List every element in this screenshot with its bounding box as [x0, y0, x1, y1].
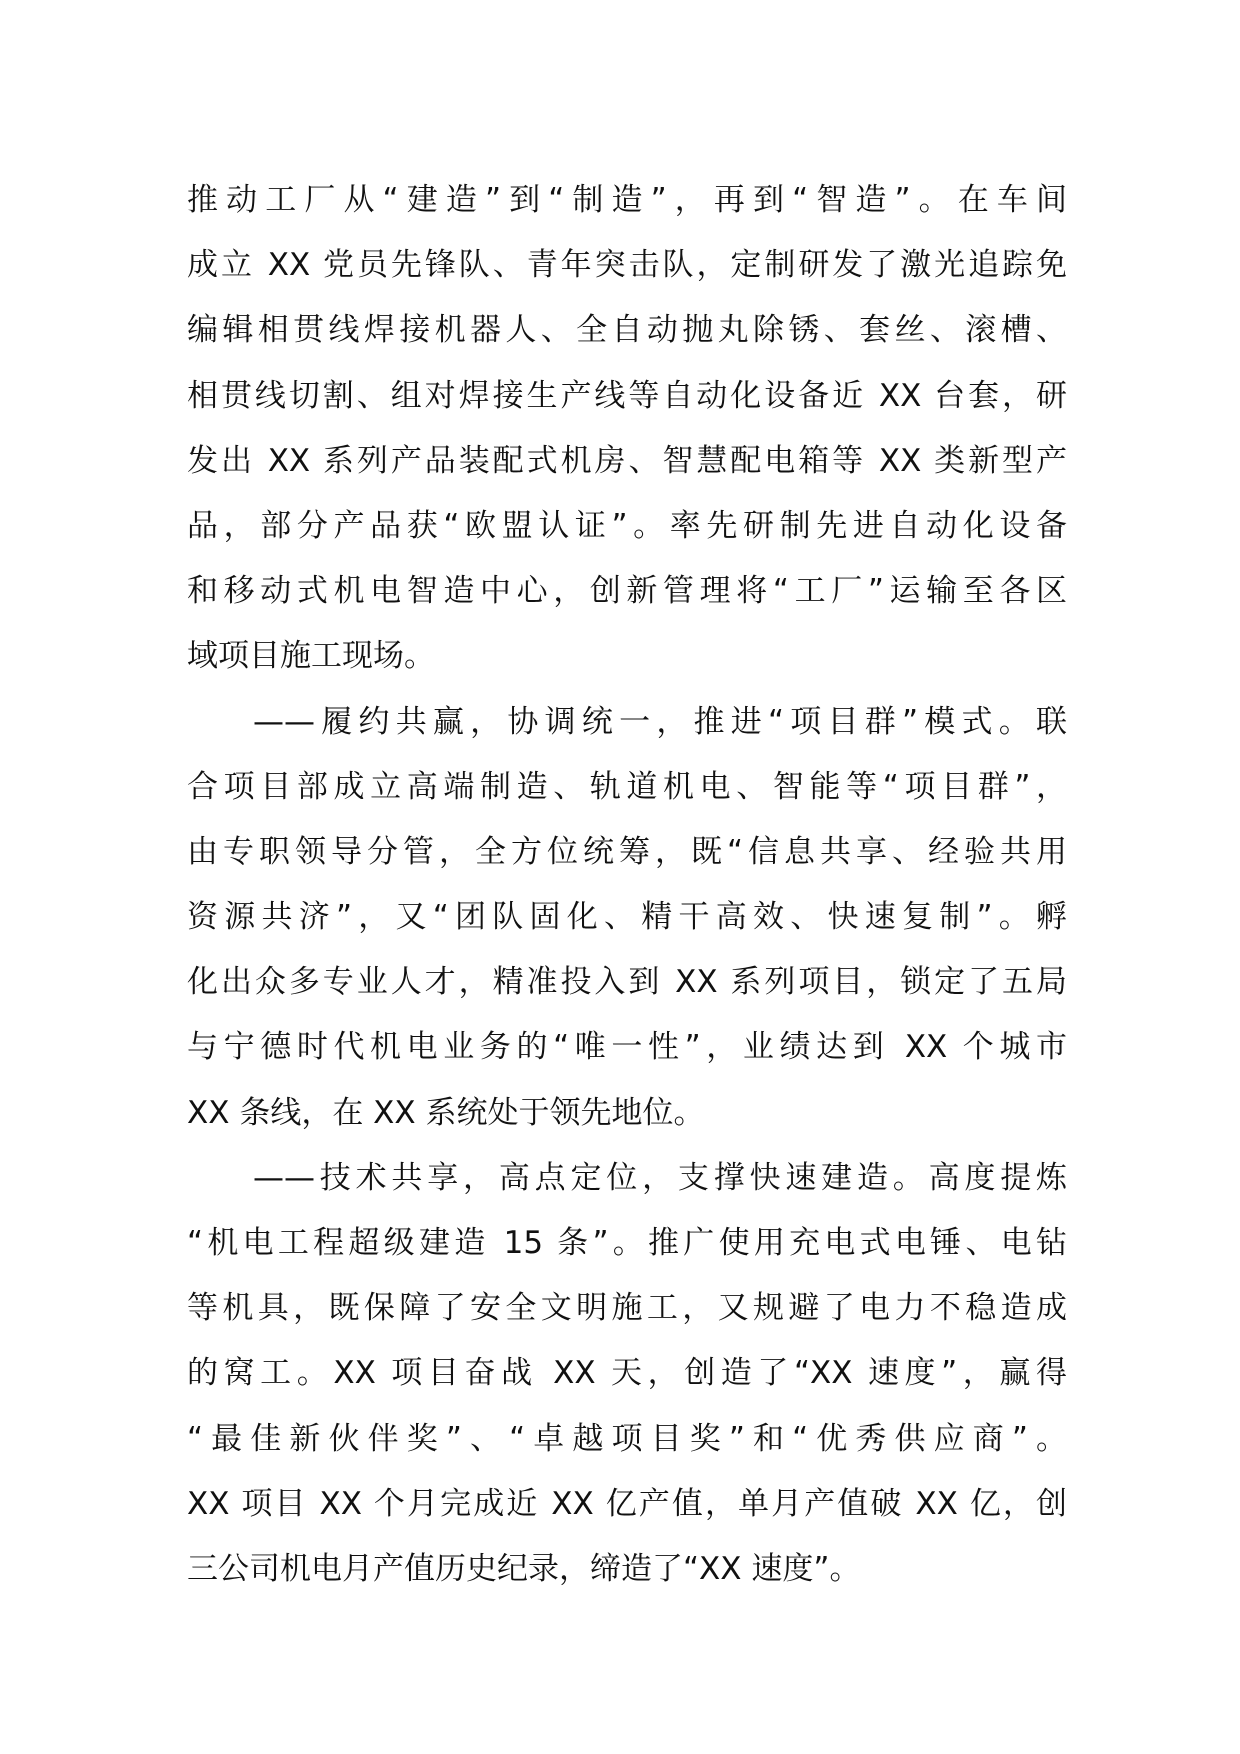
- text-line: ——履约共赢，协调统一，推进“项目群”模式。联: [253, 703, 1067, 740]
- paragraph-3: [187, 1146, 1067, 1602]
- text-line: 相贯线切割、组对焊接生产线等自动化设备近 XX 台套，研: [187, 377, 1067, 414]
- text-line: 编辑相贯线焊接机器人、全自动抛丸除锈、套丝、滚槽、: [187, 312, 1067, 349]
- text-line: 由专职领导分管，全方位统筹，既“信息共享、经验共用: [187, 833, 1067, 870]
- document-body: [187, 168, 1067, 1602]
- text-line: XX 条线，在 XX 系统处于领先地位。: [187, 1094, 705, 1131]
- text-line: 化出众多专业人才，精准投入到 XX 系列项目，锁定了五局: [187, 964, 1067, 1001]
- text-line: “最佳新伙伴奖”、“卓越项目奖”和“优秀供应商”。: [187, 1420, 1067, 1457]
- text-line: 推动工厂从“建造”到“制造”，再到“智造”。在车间: [187, 182, 1067, 218]
- text-line: 与宁德时代机电业务的“唯一性”，业绩达到 XX 个城市: [187, 1029, 1067, 1066]
- text-line: 发出 XX 系列产品装配式机房、智慧配电箱等 XX 类新型产: [187, 442, 1067, 479]
- text-line: XX 项目 XX 个月完成近 XX 亿产值，单月产值破 XX 亿，创: [187, 1485, 1067, 1522]
- text-line: 的窝工。XX 项目奋战 XX 天，创造了“XX 速度”，赢得: [187, 1355, 1067, 1392]
- text-line: 合项目部成立高端制造、轨道机电、智能等“项目群”，: [187, 768, 1067, 805]
- text-line: 资源共济”，又“团队固化、精干高效、快速复制”。孵: [187, 899, 1067, 936]
- text-line: “机电工程超级建造 15 条”。推广使用充电式电锤、电钻: [187, 1225, 1067, 1261]
- paragraph-1: [187, 168, 1067, 690]
- text-line: 品，部分产品获“欧盟认证”。率先研制先进自动化设备: [187, 507, 1067, 544]
- text-line: 和移动式机电智造中心，创新管理将“工厂”运输至各区: [187, 573, 1067, 610]
- text-line: 域项目施工现场。: [187, 638, 435, 675]
- text-line: 成立 XX 党员先锋队、青年突击队，定制研发了激光追踪免: [187, 247, 1067, 284]
- text-line: 三公司机电月产值历史纪录，缔造了“XX 速度”。: [187, 1550, 861, 1587]
- paragraph-2: [187, 690, 1067, 1146]
- text-line: 等机具，既保障了安全文明施工，又规避了电力不稳造成: [187, 1290, 1067, 1327]
- text-line: ——技术共享，高点定位，支撑快速建造。高度提炼: [253, 1159, 1067, 1196]
